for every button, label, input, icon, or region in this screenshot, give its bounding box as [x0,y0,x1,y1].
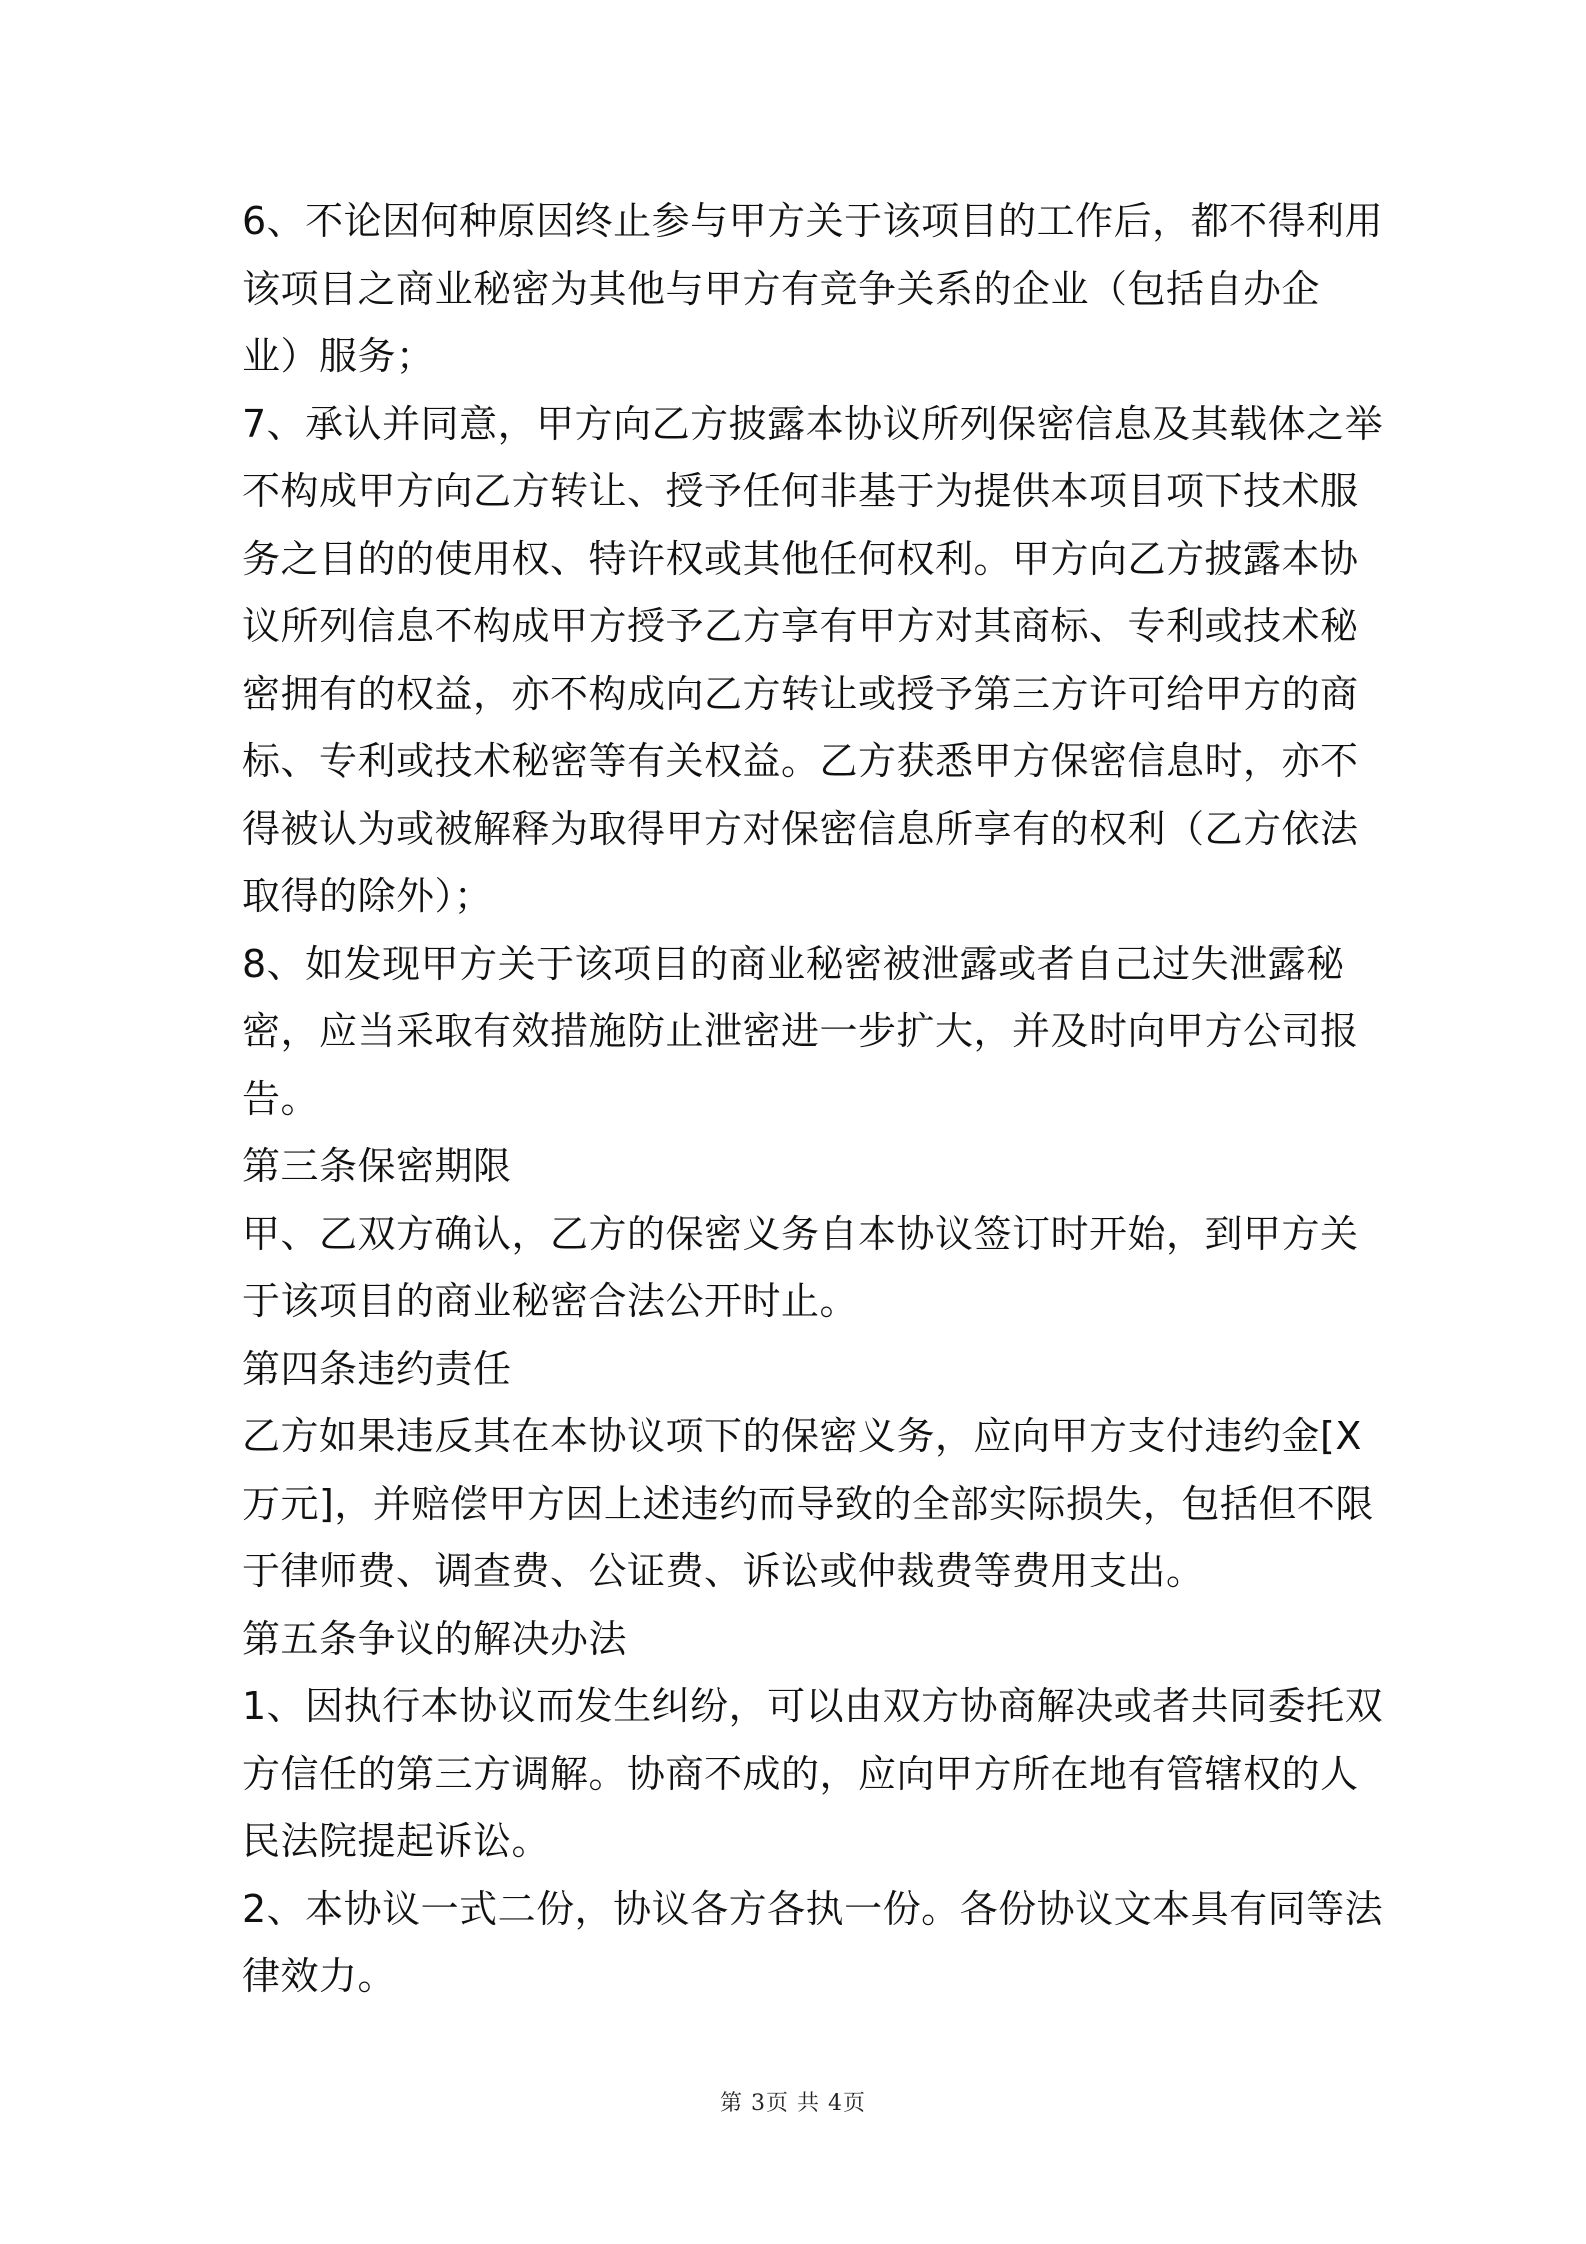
document-body [242,188,1384,2011]
text-line: 该项目之商业秘密为其他与甲方有竞争关系的企业（包括自办企 [242,266,1321,311]
text-line: 业）服务； [242,334,435,378]
text-line: 方信任的第三方调解。协商不成的，应向甲方所在地有管辖权的人 [242,1751,1359,1796]
text-line: 务之目的的使用权、特许权或其他任何权利。甲方向乙方披露本协 [242,536,1359,581]
section-heading: 第三条保密期限 [242,1144,512,1188]
text-line: 甲、乙双方确认，乙方的保密义务自本协议签订时开始，到甲方关 [242,1211,1359,1256]
text-line: 标、专利或技术秘密等有关权益。乙方获悉甲方保密信息时，亦不 [242,739,1359,783]
text-line: 6、不论因何种原因终止参与甲方关于该项目的工作后，都不得利用 [242,199,1384,243]
text-line: 得被认为或被解释为取得甲方对保密信息所享有的权利（乙方依法 [242,806,1359,851]
page-number-footer: 第 3页 共 4页 [720,2091,866,2116]
text-line: 告。 [242,1076,320,1121]
text-line: 密，应当采取有效措施防止泄密进一步扩大，并及时向甲方公司报 [242,1009,1359,1053]
text-line: 8、如发现甲方关于该项目的商业秘密被泄露或者自己过失泄露秘 [242,941,1345,986]
text-line: 取得的除外）； [242,874,493,918]
text-line: 律效力。 [242,1954,397,1998]
text-line: 议所列信息不构成甲方授予乙方享有甲方对其商标、专利或技术秘 [242,604,1359,648]
text-line: 乙方如果违反其在本协议项下的保密义务，应向甲方支付违约金[X [242,1414,1362,1458]
text-line: 民法院提起诉讼。 [242,1819,551,1863]
text-line: 于该项目的商业秘密合法公开时止。 [242,1279,859,1323]
text-line: 2、本协议一式二份，协议各方各执一份。各份协议文本具有同等法 [242,1886,1384,1931]
section-heading: 第五条争议的解决办法 [242,1616,628,1661]
text-line: 于律师费、调查费、公证费、诉讼或仲裁费等费用支出。 [242,1549,1205,1593]
text-line: 密拥有的权益，亦不构成向乙方转让或授予第三方许可给甲方的商 [242,671,1359,716]
text-line: 不构成甲方向乙方转让、授予任何非基于为提供本项目项下技术服 [242,469,1359,513]
section-heading: 第四条违约责任 [242,1346,512,1391]
text-line: 1、因执行本协议而发生纠纷，可以由双方协商解决或者共同委托双 [242,1684,1384,1728]
text-line: 7、承认并同意，甲方向乙方披露本协议所列保密信息及其载体之举 [242,401,1384,446]
text-line: 万元]，并赔偿甲方因上述违约而导致的全部实际损失，包括但不限 [242,1481,1374,1526]
